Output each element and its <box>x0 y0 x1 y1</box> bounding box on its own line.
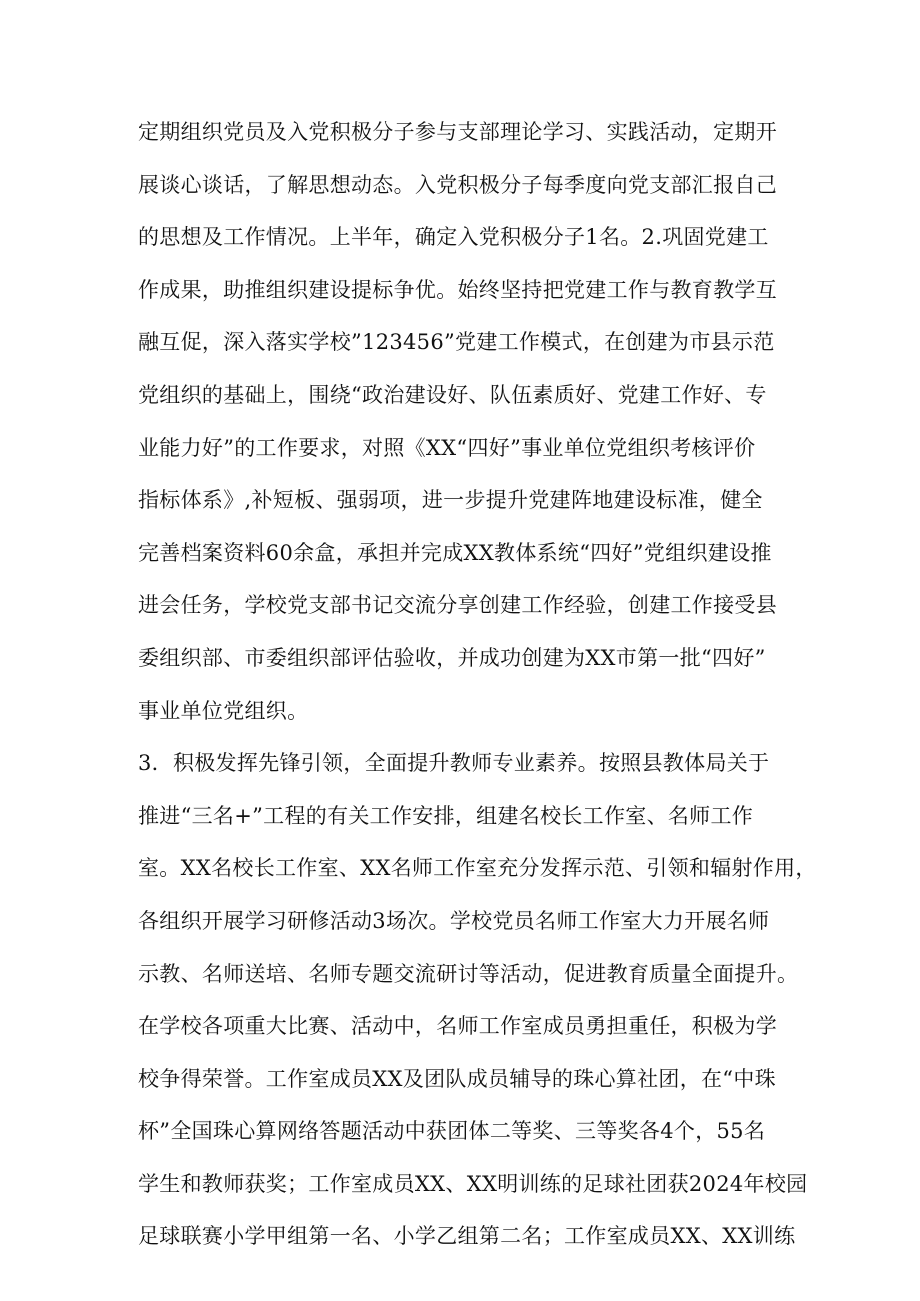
text-line: 足球联赛小学甲组第一名、小学乙组第二名；工作室成员XX、XX训练 <box>138 1224 796 1249</box>
text-line: 推进“三名+”工程的有关工作安排，组建名校长工作室、名师工作 <box>138 803 754 828</box>
text-line: 指标体系》,补短板、强弱项，进一步提升党建阵地建设标准，健全 <box>138 488 763 513</box>
text-line: 杯”全国珠心算网络答题活动中获团体二等奖、三等奖各4个，55名 <box>138 1119 766 1144</box>
text-line: 委组织部、市委组织部评估验收，并成功创建为XX市第一批“四好” <box>138 645 766 670</box>
text-line: 展谈心谈话，了解思想动态。入党积极分子每季度向党支部汇报自己 <box>138 172 777 197</box>
text-line: 的思想及工作情况。上半年，确定入党积极分子1名。2.巩固党建工 <box>138 225 769 250</box>
text-line: 学生和教师获奖；工作室成员XX、XX明训练的足球社团获2024年校园 <box>138 1171 808 1196</box>
text-line: 事业单位党组织。 <box>138 698 309 723</box>
text-line: 校争得荣誉。工作室成员XX及团队成员辅导的珠心算社团，在“中珠 <box>138 1066 776 1091</box>
text-line: 融互促，深入落实学校”123456”党建工作模式，在创建为市县示范 <box>138 330 775 355</box>
text-line: 业能力好”的工作要求，对照《XX“四好”事业单位党组织考核评价 <box>138 435 756 460</box>
text-line: 定期组织党员及入党积极分子参与支部理论学习、实践活动，定期开 <box>138 120 777 144</box>
text-line: 示教、名师送培、名师专题交流研讨等活动，促进教育质量全面提升。 <box>138 961 799 986</box>
paragraph-heading-line: 3．积极发挥先锋引领，全面提升教师专业素养。按照县教体局关于 <box>138 751 770 776</box>
text-line: 完善档案资料60余盒，承担并完成XX教体系统“四好”党组织建设推 <box>138 540 772 565</box>
document-body <box>138 106 818 1263</box>
text-line: 室。XX名校长工作室、XX名师工作室充分发挥示范、引领和辐射作用， <box>138 856 817 881</box>
text-line: 作成果，助推组织建设提标争优。始终坚持把党建工作与教育教学互 <box>138 277 777 302</box>
text-line: 各组织开展学习研修活动3场次。学校党员名师工作室大力开展名师 <box>138 908 770 933</box>
text-line: 党组织的基础上，围绕“政治建设好、队伍素质好、党建工作好、专 <box>138 382 767 407</box>
text-line: 进会任务，学校党支部书记交流分享创建工作经验，创建工作接受县 <box>138 593 777 618</box>
text-line: 在学校各项重大比赛、活动中，名师工作室成员勇担重任，积极为学 <box>138 1014 777 1039</box>
